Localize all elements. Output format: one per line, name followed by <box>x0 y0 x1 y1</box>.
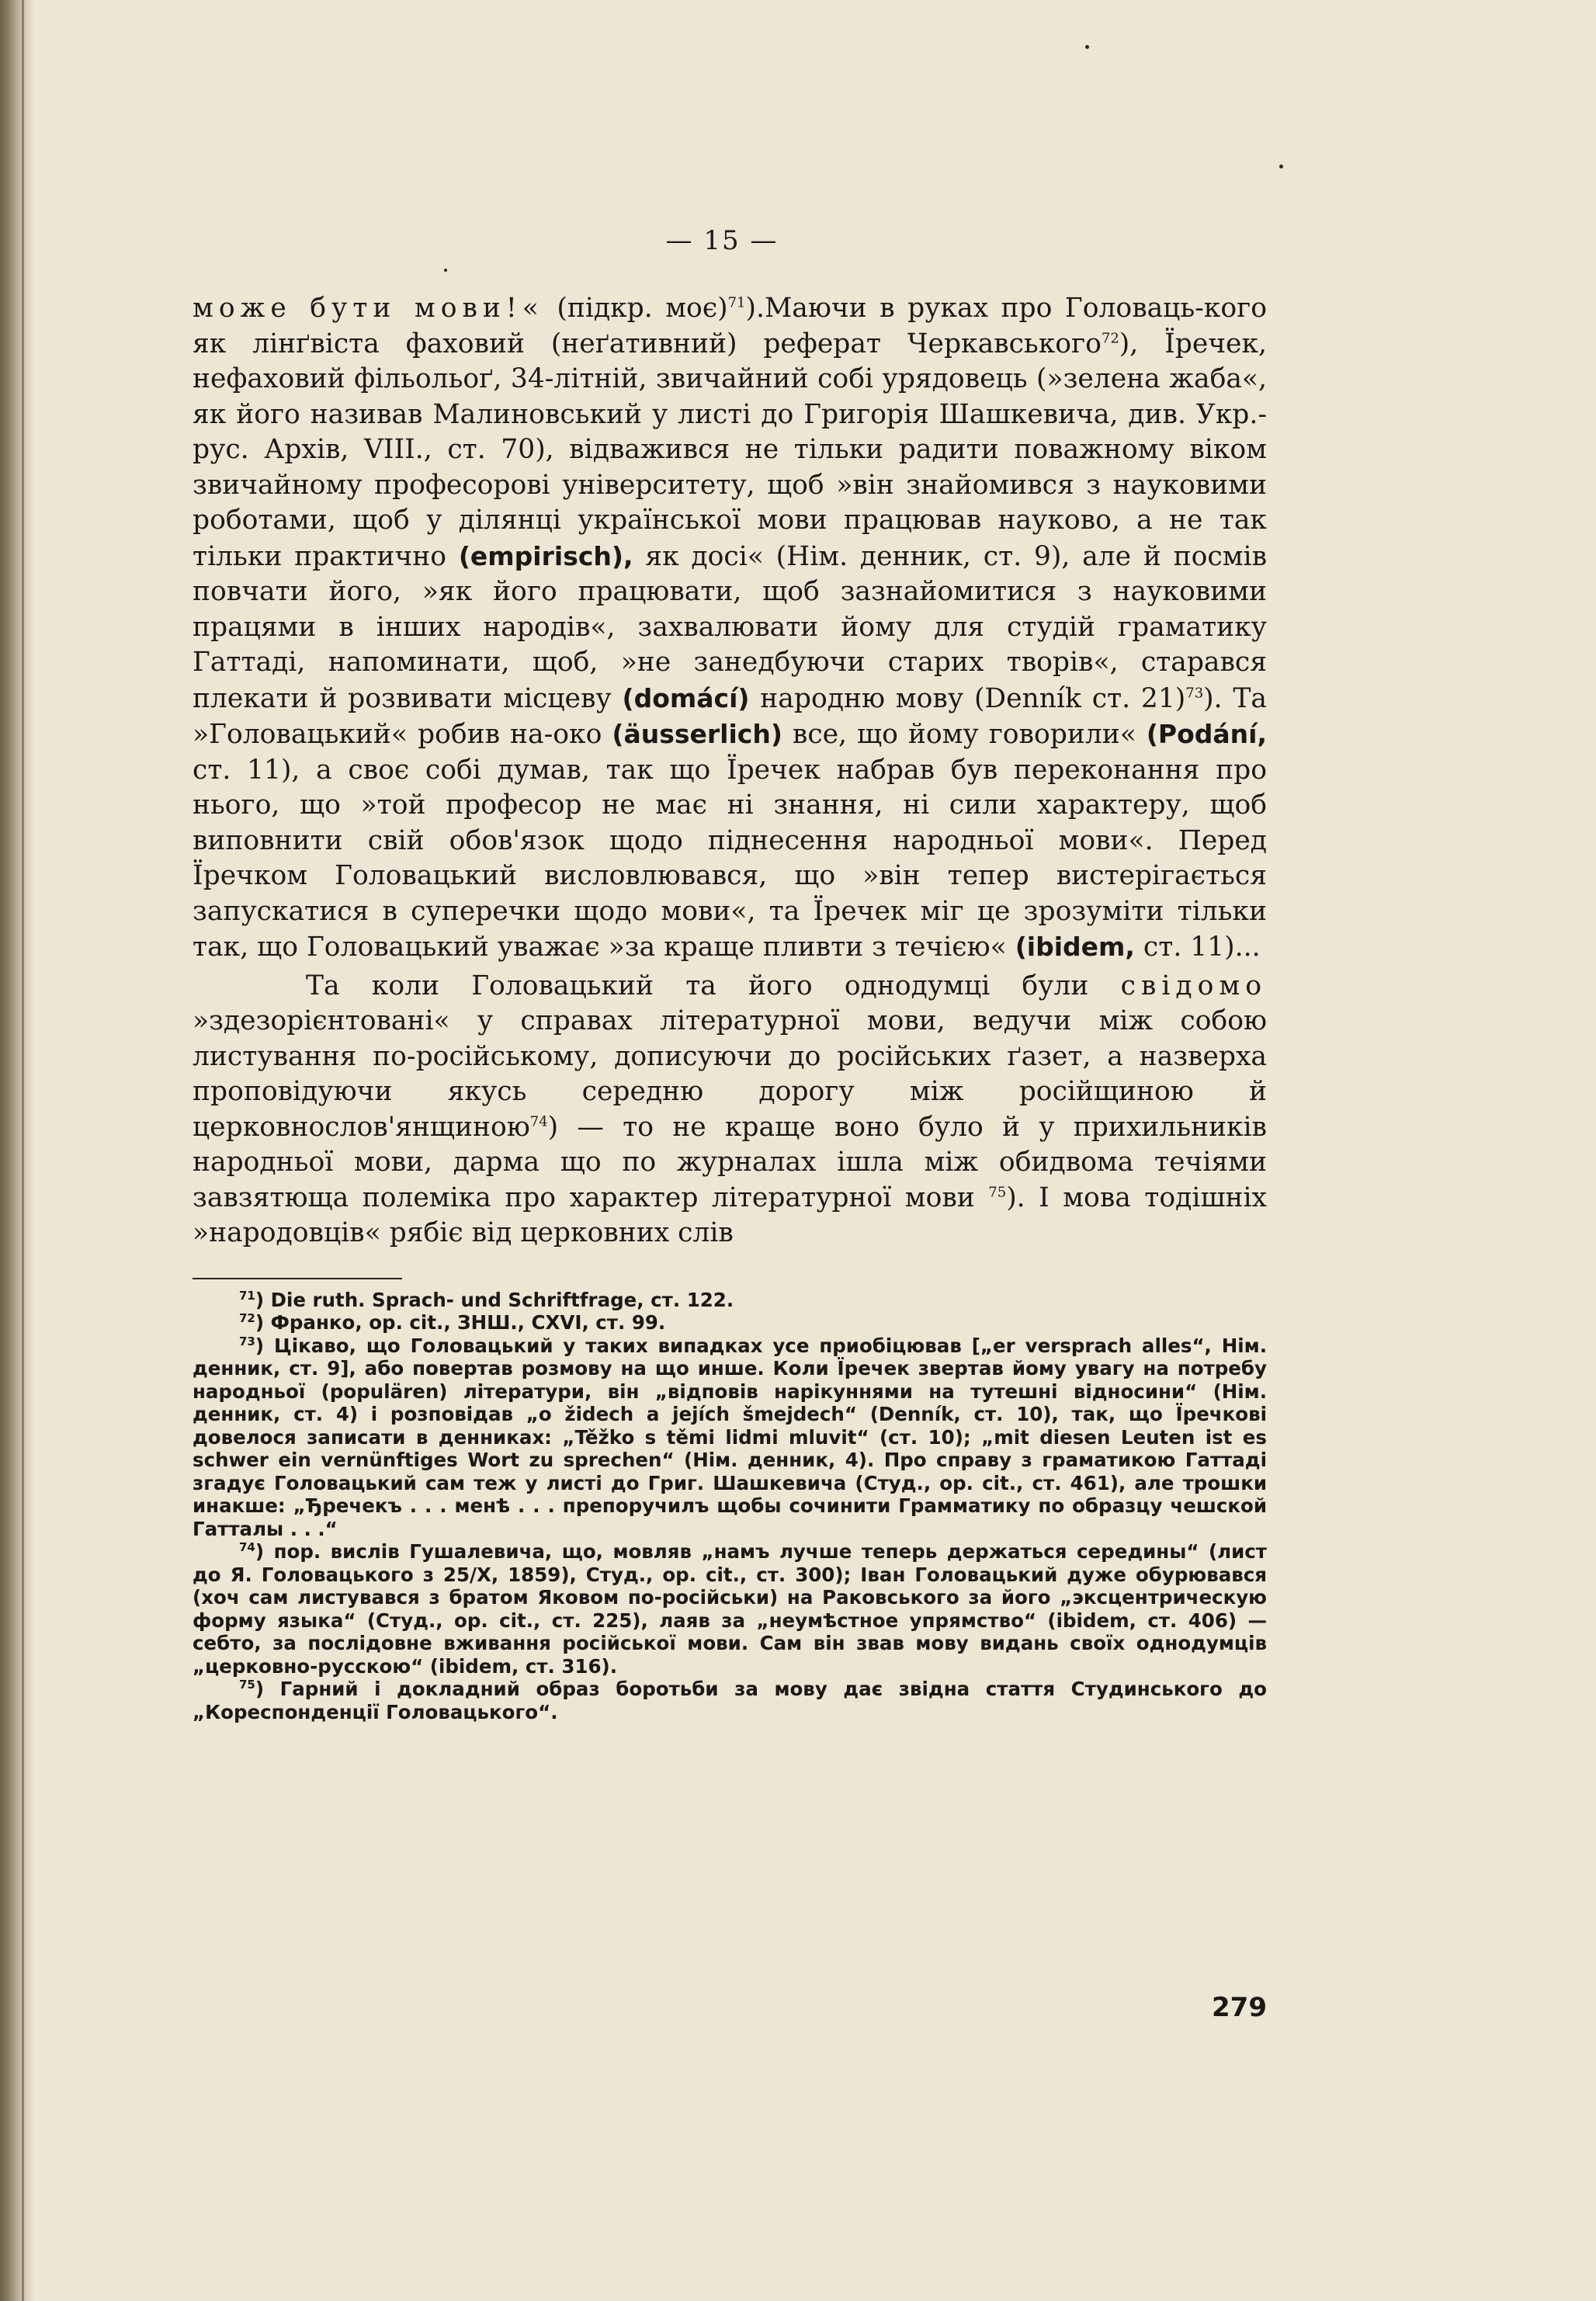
footnotes <box>193 1289 1267 1724</box>
latin-term: (ibidem, <box>1015 932 1135 962</box>
footnote-text: ) пор. вислів Гушалевича, що, мовляв „намъ лучше теперь держаться середины“ (лист до Я. Головацького з 25/X, 1859), Студ., op. cit., ст. 300); Іван Головацький дуже обурювався (хоч сам листувався з братом Яковом по-російськи) на Раковського за його „эксцентрическую форму языка“ (Студ., op. cit., ст. 225), лаяв за „неумѣстное упрямство“ (ibidem, ст. 406) — себто, за послідовне вживання російської мови. Сам він звав мову видань своїх однодумців „церковно-русскою“ (ibidem, ст. 316). <box>193 1540 1267 1678</box>
page-number: 279 <box>1212 1992 1267 2023</box>
footnote-71 <box>193 1289 1267 1312</box>
ink-speck <box>444 269 447 272</box>
text-run: народню мову (Denník ст. 21) <box>749 682 1186 714</box>
text-run: ст. 11)... <box>1134 932 1261 963</box>
footnote-ref: 71 <box>727 294 746 311</box>
footnote-ref: 74 <box>529 1113 548 1130</box>
footnote-74 <box>193 1540 1267 1678</box>
text-run: ), Їречек, нефаховий фільольоґ, 34-літній, звичайний собі урядовець (»зелена жаба«, як його називав Малиновський у листі до Григорія Шашкевича, див. Укр.-рус. Архів, VIII., ст. 70), відважився не тільки радити поважному віком звичайному професорові університету, щоб »він знайомився з науковими роботами, щоб у ділянці української мови працював науково, а не так тільки практично <box>193 328 1267 572</box>
footnote-73 <box>193 1334 1267 1541</box>
running-head: — 15 — <box>665 225 779 256</box>
footnote-mark: 73 <box>239 1334 255 1348</box>
ink-speck <box>1085 45 1089 49</box>
text-run: »здезорієнтовані« у справах літературної мови, ведучи між собою листування по-російському, дописуючи до російських ґазет, а назверха проповідуючи якусь середню дорогу між російщиною й церковнослов'янщиною <box>193 1005 1267 1143</box>
latin-term: (äusserlich) <box>612 719 782 749</box>
footnote-75 <box>193 1678 1267 1723</box>
footnote-text: ) Цікаво, що Головацький у таких випадках усе приобіцював [„er versprach alles“, Нім. денник, ст. 9], або повертав розмову на що инше. Коли Їречек звертав йому увагу на потребу народньої (populären) літератури, він „відповів нарікуннями на тутешні відносини“ (Нім. денник, ст. 4) і розповідав „o židech a jejích šmejdech“ (Denník, ст. 10), так, що Їречкові довелося записати в денниках: „Těžko s těmi lidmi mluvit“ (ст. 10); „mit diesen Leuten ist es schwer ein vernünftiges Wort zu sprechen“ (Нім. денник, 4). Про справу з граматикою Гаттаді згадує Головацький сам теж у листі до Григ. Шашкевича (Студ., op. cit., ст. 461), але трошки инакше: „Ђречекъ . . . менѣ . . . препоручилъ щобы сочинити Грамматику по образцу чешской Гатталы . . .“ <box>193 1334 1267 1540</box>
footnote-ref: 75 <box>988 1184 1007 1200</box>
footnote-text: ) Гарний і докладний образ боротьби за мову дає звідна стаття Студинського до „Кореспонденції Головацького“. <box>193 1678 1267 1723</box>
text-run: як досі« (Нім. денник, ст. 9), але й посмів повчати його, »як його працювати, щоб зазнайомитися з науковими працями в інших народів«, захвалювати йому для студій граматику Гаттаді, напоминати, щоб, »не занедбуючи старих творів«, старався плекати й розвивати місцеву <box>193 540 1267 714</box>
footnote-72 <box>193 1311 1267 1334</box>
footnote-text: ) Die ruth. Sprach- und Schriftfrage, ст. 122. <box>255 1288 734 1311</box>
text-run: ).Маючи в руках про Головаць-кого як лінґвіста фаховий (неґативний) реферат Черкавського <box>193 293 1267 359</box>
main-text <box>193 291 1267 1251</box>
text-run: ). Та »Головацький« робив на-око <box>193 682 1267 750</box>
footnote-mark: 71 <box>239 1288 255 1303</box>
latin-term: (Podání, <box>1146 719 1268 749</box>
latin-term: (empirisch), <box>458 540 633 571</box>
paragraph-1 <box>193 291 1267 966</box>
book-gutter-shadow <box>0 0 34 2301</box>
text-run: (підкр. моє) <box>543 293 728 324</box>
footnote-ref: 73 <box>1185 685 1204 701</box>
paragraph-2 <box>193 969 1267 1251</box>
text-run: ). І мова тодішніх »народовців« рябіє від церковних слів <box>193 1182 1267 1248</box>
text-run: ) — то не краще воно було й у прихильників народньої мови, дарма що по журналах ішла між обидвома течіями завзятюща полеміка про характер літературної мови <box>193 1111 1267 1213</box>
text-run: ст. 11), а своє собі думав, так що Їречек набрав був переконання про нього, що »той професор не має ні знання, ні сили характеру, щоб виповнити свій обов'язок щодо піднесення народньої мови«. Перед Їречком Головацький висловлювався, що »він тепер вистерігається запускатися в суперечки щодо мови«, та Їречек міг це зрозуміти тільки так, що Головацький уважає »за краще пливти з течією« <box>193 754 1267 963</box>
latin-term: (domácí) <box>622 682 750 713</box>
binding-edge <box>22 0 24 2301</box>
footnote-ref: 72 <box>1101 330 1119 346</box>
spaced-emphasis: може бути мови!« <box>193 293 544 324</box>
footnote-text: ) Франко, op. cit., ЗНШ., CXVI, ст. 99. <box>255 1311 666 1334</box>
footnote-mark: 74 <box>239 1539 255 1554</box>
text-run: Та коли Головацький та його однодумці були <box>306 970 1121 1001</box>
footnote-mark: 75 <box>239 1677 255 1692</box>
footnote-mark: 72 <box>239 1310 255 1325</box>
page-text <box>193 291 1267 1723</box>
text-run: все, що йому говорили« <box>782 719 1147 750</box>
spaced-emphasis: свідомо <box>1120 970 1267 1001</box>
footnote-rule <box>193 1278 402 1279</box>
ink-speck <box>1279 165 1283 168</box>
